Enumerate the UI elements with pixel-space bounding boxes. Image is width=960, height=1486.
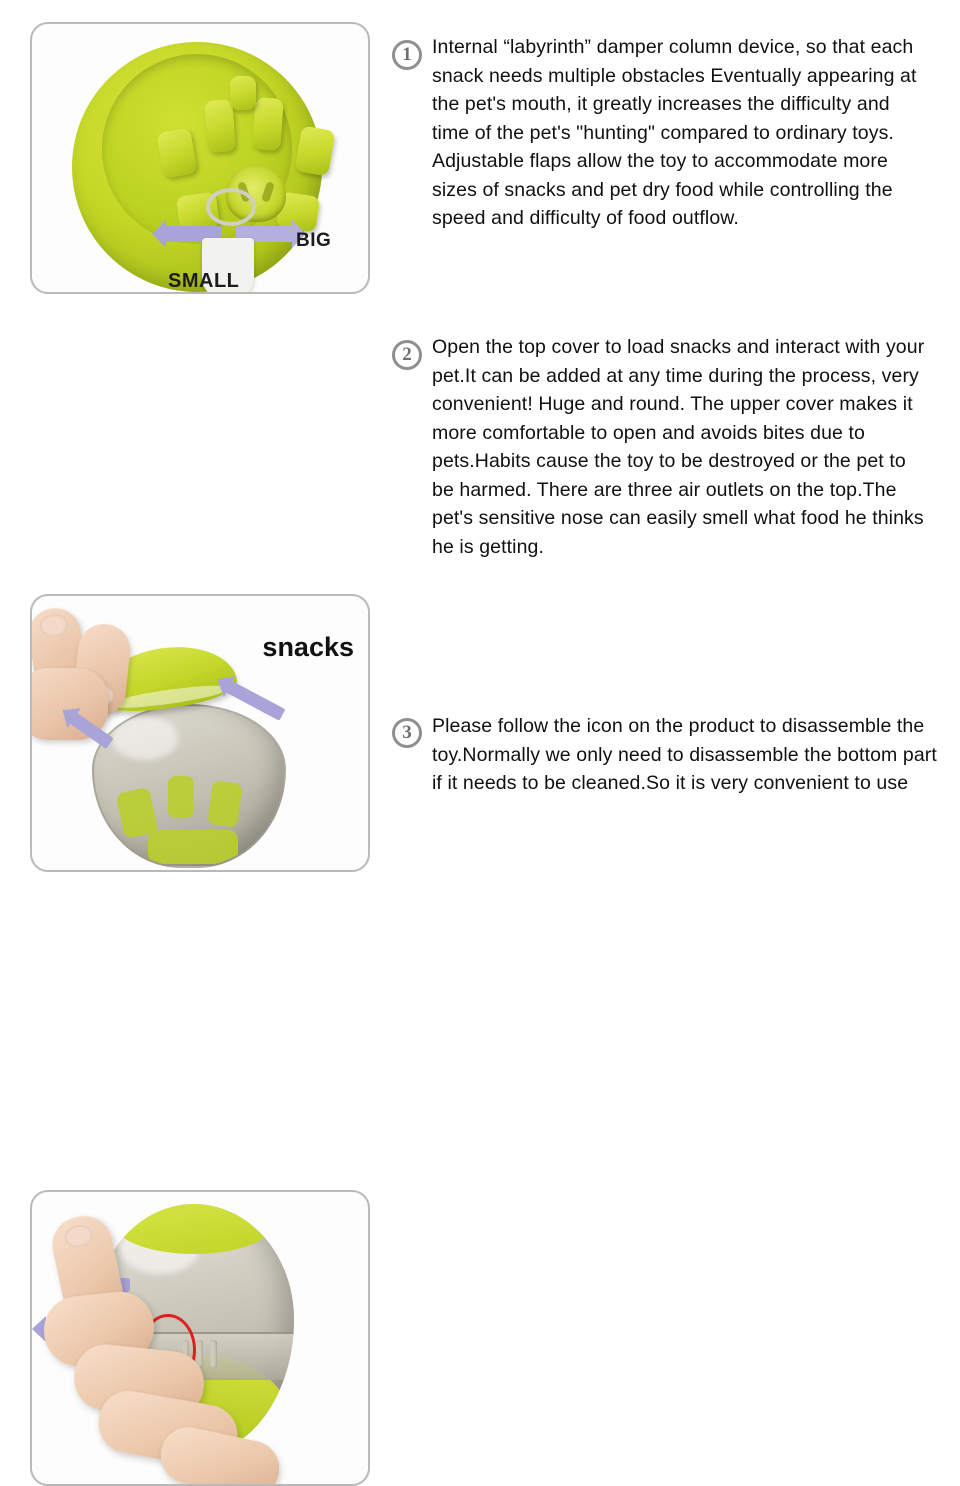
step-1-text: Internal “labyrinth” damper column device, so that each snack needs multiple obstacles Eventually appearing at the pet's mouth, it greatly increases the difficulty and time of the pet's "hunting" compared to ordinary toys. Adjustable flaps allow the toy to accommodate more sizes of snacks and pet dry food while controlling the speed and difficulty of food outflow. xyxy=(432,36,917,229)
step-2-number-badge xyxy=(392,340,422,370)
step-3-text: Please follow the icon on the product to disassemble the toy.Normally we only need to disassemble the bottom part if it needs to be cleaned.So it is very convenient to use xyxy=(432,715,937,794)
badge-number: 1 xyxy=(392,40,422,70)
adjust-ring xyxy=(206,188,256,226)
step-3-number-badge xyxy=(392,718,422,748)
step-3-image-panel xyxy=(30,1190,370,1486)
feeder-nub xyxy=(230,76,256,110)
feeder-nub xyxy=(204,99,236,153)
fingernail xyxy=(63,1223,95,1250)
fingernail xyxy=(38,612,69,638)
step-1-number-badge xyxy=(392,40,422,70)
label-small: SMALL xyxy=(168,270,240,292)
hand-holding-toy xyxy=(40,1216,250,1466)
inner-green-part xyxy=(207,780,243,828)
inner-green-part xyxy=(168,776,194,818)
feeder-disc-inner xyxy=(102,54,292,244)
step-2-text: Open the top cover to load snacks and interact with your pet.It can be added at any time during the process, very convenient! Huge and round. The upper cover makes it more comfortable to open and avoids bites due to pets.Habits cause the toy to be destroyed or the pet to be harmed. There are three air outlets on the top.The pet's sensitive nose can easily smell what food he thinks he is getting. xyxy=(432,336,925,558)
label-big: BIG xyxy=(296,230,332,251)
feeder-nub xyxy=(294,125,335,176)
step-2-image-panel xyxy=(30,594,370,872)
inner-green-part xyxy=(148,830,238,864)
feeder-nub xyxy=(156,127,197,178)
badge-number: 3 xyxy=(392,718,422,748)
feeder-nub xyxy=(252,97,284,151)
step-1-image-panel xyxy=(30,22,370,294)
feeder-disc-outer xyxy=(72,42,332,292)
badge-number: 2 xyxy=(392,340,422,370)
label-snacks: snacks xyxy=(262,632,354,662)
